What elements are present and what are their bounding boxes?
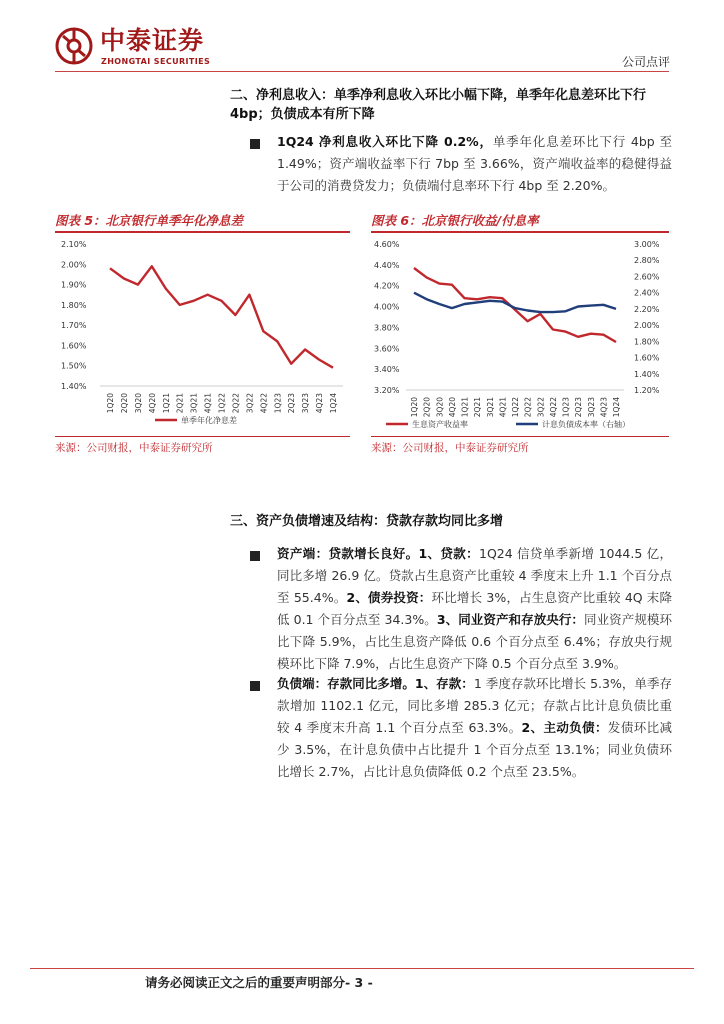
- section3-heading: 三、资产负债增速及结构：贷款存款均同比多增: [230, 514, 504, 529]
- figure5-series-line: [110, 266, 333, 367]
- figure6-x-tick-label: 1Q23: [561, 397, 571, 418]
- logo-english-name: ZHONGTAI SECURITIES: [101, 57, 211, 66]
- bullet-marker: [250, 681, 260, 691]
- figure6-left-y-tick-label: 3.40%: [374, 365, 400, 375]
- logo-chinese-name: 中泰证券: [100, 26, 205, 55]
- figure6-x-tick-label: 4Q20: [447, 397, 457, 418]
- figure5-x-tick-label: 4Q20: [147, 393, 157, 414]
- company-logo-icon: [55, 27, 93, 65]
- figure5-svg: [55, 234, 355, 434]
- figure6-right-y-tick-label: 1.40%: [634, 369, 660, 379]
- figure5-source: 来源：公司财报，中泰证券研究所: [55, 442, 213, 454]
- figure5-x-tick-label: 1Q23: [273, 393, 283, 414]
- figure6-right-y-tick-label: 2.20%: [634, 304, 660, 314]
- figure5-y-tick-label: 1.90%: [61, 280, 87, 290]
- figure5-y-tick-label: 1.40%: [61, 382, 87, 391]
- footer-disclaimer: [145, 973, 373, 991]
- asset-lead-3: 3、同业资产和存放央行：: [436, 612, 585, 627]
- section2-heading-line1: 二、净利息收入：单季净利息收入环比小幅下降，单季年化息差环比下行: [230, 88, 647, 103]
- footer-divider: [30, 968, 694, 969]
- asset-lead-2: 2、债券投资：: [346, 590, 432, 605]
- figure6-x-tick-label: 4Q22: [548, 397, 558, 418]
- figure5-y-tick-label: 2.00%: [61, 260, 87, 270]
- report-type-label: 公司点评: [621, 55, 670, 69]
- figure6-x-tick-label: 4Q21: [498, 397, 508, 418]
- asset-text-3: 同业资产规模环比下降 5.9%，占比生息资产降低 0.6 个百分点至 6.4%；存放央行规模环比下降 7.9%，占比生息资产下降 0.5 个百分点至 3.9%。: [277, 612, 672, 671]
- asset-lead: 资产端：贷款增长良好。1、贷款：: [277, 546, 480, 561]
- figure6-left-y-tick-label: 4.20%: [374, 281, 400, 291]
- figure5-legend-label: 单季年化净息差: [181, 416, 237, 425]
- figure6-left-y-tick-label: 3.60%: [374, 344, 400, 354]
- figure5-x-tick-label: 1Q21: [161, 393, 171, 414]
- figure5-x-tick-label: 2Q22: [231, 393, 241, 414]
- figure6-title: 图表 6：北京银行收益/付息率: [371, 213, 539, 228]
- figure6-left-y-tick-label: 3.80%: [374, 323, 400, 333]
- liability-text-1: 1 季度存款环比增长 5.3%，单季存款增加 1102.1 亿元，同比多增 285.3 亿元；存款占比计息负债比重较 4 季度末升高 1.1 个百分点至 63.3%。: [277, 676, 672, 735]
- figure6-x-tick-label: 3Q23: [586, 397, 596, 418]
- figure6-right-y-tick-label: 1.20%: [634, 386, 660, 395]
- liability-lead: 负债端：存款同比多增。1、存款：: [277, 676, 474, 691]
- figure6-chart: [366, 234, 670, 434]
- figure6-x-tick-label: 2Q20: [422, 397, 432, 418]
- liability-text-2: 发债环比减少 3.5%，在计息负债中占比提升 1 个百分点至 13.1%；同业负债环比增长 2.7%，占比计息负债降低 0.2 个点至 23.5%。: [277, 720, 672, 779]
- figure5-bottom-rule: [55, 436, 350, 437]
- bullet-marker: [250, 551, 260, 561]
- figure6-source: 来源：公司财报，中泰证券研究所: [371, 442, 529, 454]
- figure6-right-y-tick-label: 2.00%: [634, 321, 660, 331]
- figure6-x-tick-label: 3Q20: [435, 397, 445, 418]
- figure6-x-tick-label: 4Q23: [599, 397, 609, 418]
- figure5-top-rule: [55, 231, 350, 233]
- figure6-x-tick-label: 1Q21: [460, 397, 470, 418]
- asset-text-2: 环比增长 3%，占生息资产比重较 4Q 末降低 0.1 个百分点至 34.3%。: [277, 590, 672, 627]
- figure6-x-tick-label: 3Q22: [536, 397, 546, 418]
- figure5-y-tick-label: 1.70%: [61, 321, 87, 331]
- figure5-x-tick-label: 4Q23: [315, 393, 325, 414]
- figure6-x-tick-label: 2Q23: [574, 397, 584, 418]
- figure5-y-tick-label: 1.50%: [61, 361, 87, 371]
- section2-bullet-bold: 1Q24 净利息收入环比下降 0.2%，: [277, 134, 493, 149]
- figure6-x-tick-label: 1Q22: [511, 397, 520, 418]
- figure5-x-tick-label: 3Q20: [133, 393, 143, 414]
- figure6-x-tick-label: 3Q21: [485, 397, 495, 418]
- figure6-bottom-rule: [371, 436, 669, 437]
- figure6-left-y-tick-label: 4.00%: [374, 302, 400, 312]
- figure6-svg: [366, 234, 670, 434]
- figure6-top-rule: [371, 231, 669, 233]
- figure5-x-tick-label: 3Q21: [189, 393, 199, 414]
- figure5-x-tick-label: 2Q21: [175, 393, 185, 414]
- header-divider: [55, 71, 669, 72]
- figure6-right-y-tick-label: 2.80%: [634, 256, 660, 266]
- section2-bullet-text: 单季年化息差环比下行 4bp 至 1.49%；资产端收益率下行 7bp 至 3.66%，资产端收益率的稳健得益于公司的消费贷发力；负债端付息率环下行 4bp 至 2.20%。: [277, 134, 672, 193]
- figure5-y-tick-label: 1.60%: [61, 341, 87, 351]
- asset-paragraph: [277, 543, 672, 675]
- figure5-x-tick-label: 1Q22: [217, 393, 227, 414]
- liability-lead-2: 2、主动负债：: [521, 720, 608, 735]
- figure6-left-y-tick-label: 3.20%: [374, 386, 400, 395]
- figure6-x-tick-label: 1Q24: [612, 397, 621, 418]
- figure5-x-tick-label: 2Q23: [287, 393, 297, 414]
- section2-heading-line2: 4bp；负债成本有所下降: [230, 107, 375, 122]
- figure5-y-tick-label: 1.80%: [61, 300, 87, 310]
- figure5-x-tick-label: 2Q20: [119, 393, 129, 414]
- asset-text-1: 1Q24 信贷单季新增 1044.5 亿，同比多增 26.9 亿。贷款占生息资产比重较 4 季度末上升 1.1 个百分点至 55.4%。: [277, 546, 673, 605]
- figure6-left-y-tick-label: 4.60%: [374, 240, 400, 249]
- figure5-y-tick-label: 2.10%: [61, 240, 87, 249]
- page-number: - 3 -: [345, 975, 373, 990]
- figure6-right-y-tick-label: 2.60%: [634, 272, 660, 282]
- figure6-right-y-tick-label: 2.40%: [634, 288, 660, 298]
- liability-paragraph: [277, 673, 672, 783]
- figure5-x-tick-label: 1Q24: [329, 393, 338, 414]
- figure5-x-tick-label: 3Q22: [245, 393, 255, 414]
- figure6-left-y-tick-label: 4.40%: [374, 260, 400, 270]
- figure6-x-tick-label: 1Q20: [410, 397, 419, 418]
- figure6-x-tick-label: 2Q21: [473, 397, 483, 418]
- figure6-legend-label-1: 生息资产收益率: [412, 420, 468, 429]
- figure6-legend-label-2: 计息负债成本率（右轴）: [542, 420, 630, 429]
- figure6-right-y-tick-label: 3.00%: [634, 240, 660, 249]
- section2-bullet-paragraph: [277, 131, 672, 197]
- bullet-marker: [250, 139, 260, 149]
- figure5-title: 图表 5：北京银行单季年化净息差: [55, 213, 244, 228]
- figure6-series-line-2: [414, 293, 616, 312]
- figure6-right-y-tick-label: 1.60%: [634, 353, 660, 363]
- figure5-x-tick-label: 4Q22: [259, 393, 269, 414]
- figure5-x-tick-label: 3Q23: [301, 393, 311, 414]
- footer-disclaimer-text: 请务必阅读正文之后的重要声明部分: [145, 975, 346, 990]
- figure5-chart: [55, 234, 355, 434]
- figure5-x-tick-label: 1Q20: [106, 393, 115, 414]
- figure6-x-tick-label: 2Q22: [523, 397, 533, 418]
- figure6-right-y-tick-label: 1.80%: [634, 337, 660, 347]
- figure5-x-tick-label: 4Q21: [203, 393, 213, 414]
